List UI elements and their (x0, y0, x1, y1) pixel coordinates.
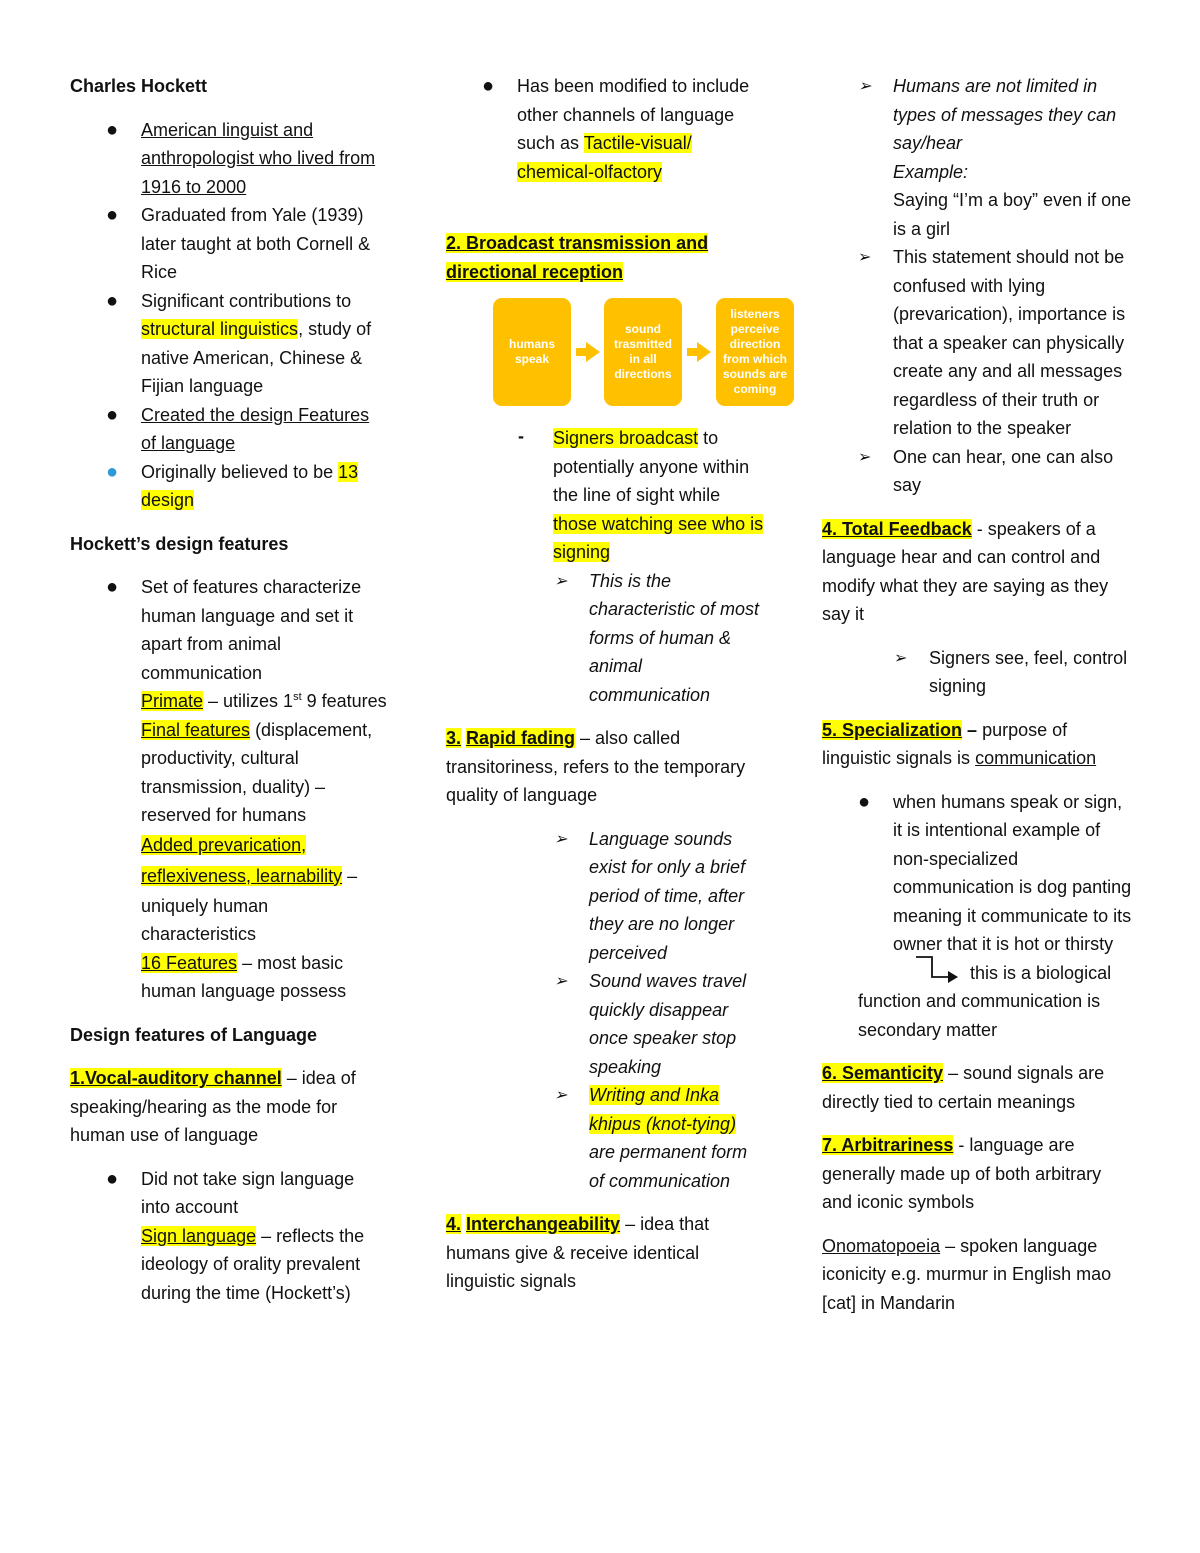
bullet-icon: ● (106, 204, 119, 226)
list-item: ● Originally believed to be 13 design (70, 458, 388, 515)
diagram-box: listeners perceive direction from which sounds are coming (716, 298, 794, 406)
primate-term: Primate (141, 691, 204, 711)
paragraph: this is a biological function and communication is secondary matter (822, 959, 1134, 1045)
bullet-icon: ● (106, 1167, 119, 1190)
arrow-bullet-icon: ➢ (554, 572, 568, 590)
final-features-term: Final features (141, 719, 251, 740)
added-term: Added prevarication, reflexiveness, learnability (141, 834, 343, 886)
list-item: ➢ Humans are not limited in types of messages they can say/hear Example: Saying “I’m a boy” even if one is a girl (822, 72, 1134, 243)
list-item: ● Did not take sign language into account Sign language – reflects the ideology of orality prevalent during the time (Hockett’s) (70, 1165, 388, 1308)
arrow-bullet-icon: ➢ (554, 973, 568, 990)
list-item: - Signers broadcast to potentially anyone within the line of sight while those watching see who is signing (446, 424, 766, 567)
diagram-box: sound trasmitted in all directions (604, 298, 682, 406)
paragraph: 7. Arbitrariness - language are generally made up of both arbitrary and iconic symbols (822, 1135, 1102, 1212)
bullet-icon: ● (482, 75, 495, 97)
bullet-icon: ● (106, 118, 119, 141)
list-item: ● Set of features characterize human language and set it apart from animal communication Primate – utilizes 1st 9 features Final features (displacement, productivity, cultural transmission, duality) – reserved for humans Added prevarication, reflexiveness, learnability – uniquely human characteristics 16 Features – most basic human language possess (70, 573, 388, 1006)
list-item: ➢ Language sounds exist for only a brief period of time, after they are no longer perceived (446, 825, 766, 968)
list-item: ● Has been modified to include other channels of language such as Tactile-visual/ chemical-olfactory (446, 72, 766, 186)
list-item: ➢ Signers see, feel, control signing (822, 644, 1134, 701)
paragraph: 1.Vocal-auditory channel – idea of speaking/hearing as the mode for human use of language (70, 1068, 356, 1145)
diagram-box: humans speak (493, 298, 571, 406)
arrow-bullet-icon: ➢ (554, 1087, 568, 1104)
list-item: ● American linguist and anthropologist who lived from 1916 to 2000 (70, 116, 388, 202)
paragraph: Onomatopoeia – spoken language iconicity e.g. murmur in English mao [cat] in Mandarin (822, 1235, 1112, 1313)
list-item: ● Created the design Features of language (70, 401, 388, 458)
list-item: ➢ This is the characteristic of most forms of human & animal communication (446, 567, 766, 710)
arrow-bullet-icon: ➢ (858, 448, 872, 466)
section-title-charles-hockett: Charles Hockett (70, 76, 208, 96)
arrow-bullet-icon: ➢ (858, 78, 872, 95)
arrow-bullet-icon: ➢ (858, 249, 872, 266)
arrow-right-icon (586, 342, 600, 362)
bullet-icon: ● (106, 403, 119, 426)
broadcast-diagram (446, 298, 788, 412)
column-1 (70, 72, 388, 1307)
paragraph: 4. Total Feedback - speakers of a language hear and can control and modify what they are saying as they say it (822, 518, 1109, 624)
arrow-right-icon (697, 342, 711, 362)
list-item: ➢ Sound waves travel quickly disappear once speaker stop speaking (446, 967, 766, 1081)
dash-icon: - (518, 426, 524, 446)
bullet-icon: ● (106, 460, 119, 483)
bullet-icon: ● (106, 576, 119, 598)
list-item: ➢ This statement should not be confused with lying (prevarication), importance is that a speaker can physically create any and all messages regardless of their truth or relation to the speaker (822, 243, 1134, 443)
paragraph: 4. Interchangeability – idea that humans give & receive identical linguistic signals (446, 1214, 710, 1291)
section-title-design-features-language: Design features of Language (70, 1024, 318, 1045)
column-3 (822, 72, 1134, 1317)
sign-language-term: Sign language (141, 1225, 257, 1246)
paragraph: 5. Specialization – purpose of linguistic signals is communication (822, 719, 1097, 768)
section-title-design-features: Hockett’s design features (70, 533, 289, 554)
list-item: ● Graduated from Yale (1939) later taught at both Cornell & Rice (70, 201, 388, 287)
bullet-icon: ● (858, 790, 871, 813)
paragraph: 3. Rapid fading – also called transitoriness, refers to the temporary quality of language (446, 728, 746, 805)
sixteen-features-term: 16 Features (141, 952, 238, 973)
bent-arrow-icon (914, 953, 964, 987)
list-item: ● Significant contributions to structural linguistics, study of native American, Chinese & Fijian language (70, 287, 388, 401)
list-item: ➢ One can hear, one can also say (822, 443, 1134, 500)
arrow-bullet-icon: ➢ (894, 649, 908, 667)
section-title-broadcast: 2. Broadcast transmission and directional reception (446, 233, 709, 282)
list-item: ● when humans speak or sign, it is intentional example of non-specialized communication is dog panting meaning it communicate to its owner that it is hot or thirsty (822, 788, 1134, 959)
bullet-icon: ● (106, 289, 119, 312)
arrow-bullet-icon: ➢ (554, 830, 568, 848)
column-2 (446, 72, 788, 1296)
paragraph: 6. Semanticity – sound signals are directly tied to certain meanings (822, 1063, 1105, 1112)
list-item: ➢ Writing and Inka khipus (knot-tying) are permanent form of communication (446, 1081, 766, 1195)
